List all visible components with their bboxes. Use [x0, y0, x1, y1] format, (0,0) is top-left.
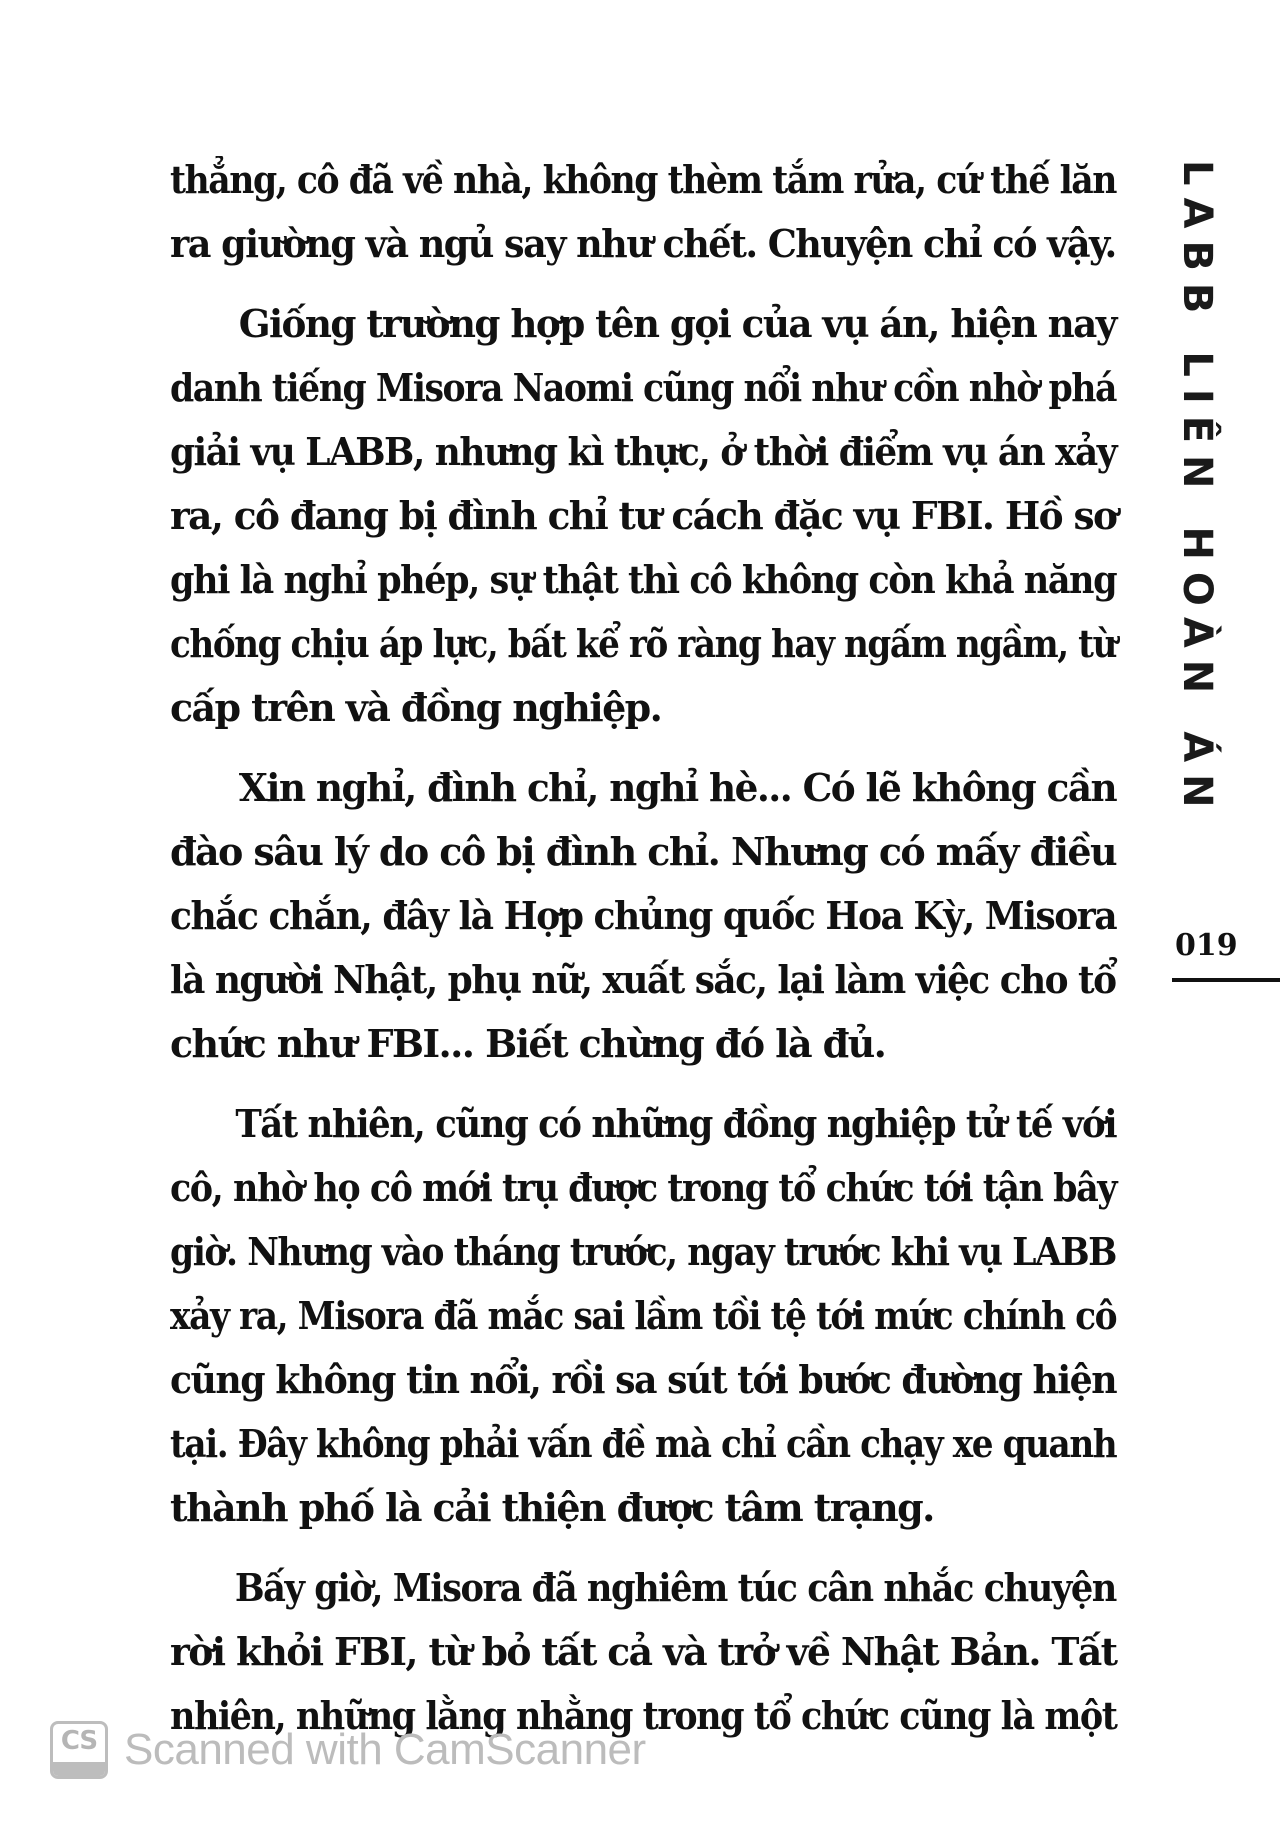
- text-line: thành phố là cải thiện được tâm trạng.: [170, 1485, 934, 1530]
- text-line: cấp trên và đồng nghiệp.: [170, 685, 662, 730]
- text-line: ghi là nghỉ phép, sự thật thì cô không còn khả năng: [170, 557, 1117, 602]
- paragraph-2: [170, 292, 1116, 740]
- text-line: nhiên, những lằng nhằng trong tổ chức cũng là một: [170, 1693, 1117, 1738]
- text-line: giờ. Nhưng vào tháng trước, ngay trước khi vụ LABB: [170, 1229, 1116, 1274]
- camscanner-logo-text: CS: [60, 1726, 98, 1756]
- page-number: 019: [1175, 928, 1238, 963]
- book-title: LABB LIÊN HOÀN ÁN: [1174, 160, 1220, 820]
- text-line: cũng không tin nổi, rồi sa sút tới bước đường hiện: [170, 1357, 1117, 1402]
- text-line: Bấy giờ, Misora đã nghiêm túc cân nhắc chuyện: [234, 1565, 1116, 1610]
- text-line: tại. Đây không phải vấn đề mà chỉ cần chạy xe quanh: [170, 1421, 1117, 1466]
- watermark-text: Scanned with CamScanner: [124, 1725, 646, 1774]
- text-line: đào sâu lý do cô bị đình chỉ. Nhưng có mấy điều: [170, 829, 1116, 874]
- paragraph-4: [170, 1092, 1116, 1540]
- paragraph-3: [170, 756, 1116, 1076]
- text-line: ra, cô đang bị đình chỉ tư cách đặc vụ FBI. Hồ sơ: [170, 493, 1117, 538]
- text-line: chống chịu áp lực, bất kể rõ ràng hay ngấm ngầm, từ: [170, 621, 1116, 666]
- text-line: chắc chắn, đây là Hợp chủng quốc Hoa Kỳ, Misora: [170, 893, 1117, 938]
- text-line: Tất nhiên, cũng có những đồng nghiệp tử tế với: [235, 1101, 1117, 1146]
- paragraph-1: [170, 148, 1116, 276]
- camscanner-logo-bar: [53, 1762, 105, 1776]
- text-line: Xin nghỉ, đình chỉ, nghỉ hè... Có lẽ không cần: [238, 765, 1117, 810]
- text-line: cô, nhờ họ cô mới trụ được trong tổ chức tới tận bây: [170, 1165, 1117, 1210]
- text-line: rời khỏi FBI, từ bỏ tất cả và trở về Nhật Bản. Tất: [170, 1629, 1117, 1674]
- text-line: là người Nhật, phụ nữ, xuất sắc, lại làm việc cho tổ: [170, 957, 1116, 1002]
- text-line: xảy ra, Misora đã mắc sai lầm tồi tệ tới mức chính cô: [170, 1293, 1117, 1338]
- camscanner-logo-icon: [50, 1721, 108, 1779]
- book-page-body: [170, 148, 1116, 1764]
- running-head-book-title: [1172, 160, 1222, 870]
- text-line: thẳng, cô đã về nhà, không thèm tắm rửa, cứ thế lăn: [170, 157, 1117, 202]
- camscanner-watermark: [50, 1718, 646, 1782]
- text-line: chức như FBI... Biết chừng đó là đủ.: [170, 1021, 886, 1066]
- text-line: danh tiếng Misora Naomi cũng nổi như cồn nhờ phá: [170, 365, 1117, 410]
- page-number-rule: [1172, 978, 1280, 982]
- text-line: giải vụ LABB, nhưng kì thực, ở thời điểm vụ án xảy: [170, 429, 1117, 474]
- text-line: Giống trường hợp tên gọi của vụ án, hiện nay: [238, 301, 1116, 346]
- text-line: ra giường và ngủ say như chết. Chuyện chỉ có vậy.: [170, 221, 1116, 266]
